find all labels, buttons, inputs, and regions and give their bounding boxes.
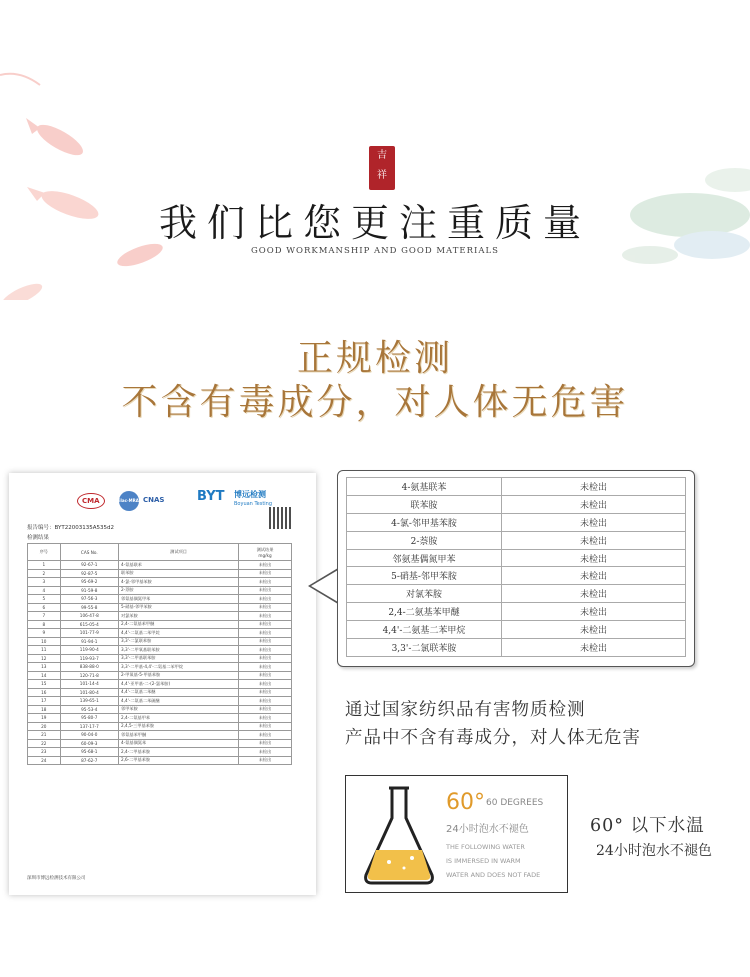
table-cell: 101-80-4 xyxy=(60,688,118,697)
table-cell: 21 xyxy=(28,731,61,740)
table-row xyxy=(28,671,292,680)
table-cell: 联苯胺 xyxy=(119,569,239,578)
table-cell: 16 xyxy=(28,688,61,697)
table-cell: 未检出 xyxy=(239,646,292,655)
table-row xyxy=(28,586,292,595)
page-subtitle: GOOD WORKMANSHIP AND GOOD MATERIALS xyxy=(251,246,499,256)
zoom-cell: 2,4-二氨基苯甲醚 xyxy=(347,603,502,621)
zoom-cell: 5-硝基-邻甲苯胺 xyxy=(347,567,502,585)
zoom-row xyxy=(347,639,686,657)
zoom-cell: 联苯胺 xyxy=(347,495,502,513)
report-table-header xyxy=(28,544,292,561)
table-cell: 3,3'-二甲基-4,4'-二氨基二苯甲烷 xyxy=(119,663,239,672)
table-cell: 22 xyxy=(28,739,61,748)
zoom-cell: 未检出 xyxy=(502,531,686,549)
zoom-cell: 未检出 xyxy=(502,585,686,603)
table-cell: 邻氨基苯甲醚 xyxy=(119,731,239,740)
table-cell: 未检出 xyxy=(239,705,292,714)
page-title: 我们比您更注重质量 xyxy=(158,201,591,245)
table-cell: 未检出 xyxy=(239,680,292,689)
table-cell: 11 xyxy=(28,646,61,655)
zoom-row xyxy=(347,549,686,567)
table-cell: 未检出 xyxy=(239,578,292,587)
table-cell: 12 xyxy=(28,654,61,663)
table-cell: 6 xyxy=(28,603,61,612)
table-cell: 未检出 xyxy=(239,688,292,697)
zoom-cell: 未检出 xyxy=(502,478,686,496)
table-cell: 60-09-3 xyxy=(60,739,118,748)
note-line-1: 通过国家纺织品有害物质检测 xyxy=(345,700,586,720)
zoom-row xyxy=(347,531,686,549)
zoom-row xyxy=(347,513,686,531)
table-row xyxy=(28,731,292,740)
zoom-cell: 4-氨基联苯 xyxy=(347,478,502,496)
table-cell: 24 xyxy=(28,756,61,765)
zoom-cell: 未检出 xyxy=(502,495,686,513)
table-row xyxy=(28,646,292,655)
qr-code-icon xyxy=(269,507,291,529)
zoom-row xyxy=(347,603,686,621)
table-cell: 2-甲氧基-5-甲基苯胺 xyxy=(119,671,239,680)
table-cell: 13 xyxy=(28,663,61,672)
table-cell: 未检出 xyxy=(239,671,292,680)
table-row xyxy=(28,748,292,757)
table-cell: 95-69-2 xyxy=(60,578,118,587)
table-cell: 未检出 xyxy=(239,748,292,757)
table-cell: 838-88-0 xyxy=(60,663,118,672)
headline-line2: 不含有毒成分，对人体无危害 xyxy=(121,382,629,423)
table-cell: 615-05-4 xyxy=(60,620,118,629)
table-cell: 2 xyxy=(28,569,61,578)
table-cell: 2,6-二甲基苯胺 xyxy=(119,756,239,765)
zoom-cell: 未检出 xyxy=(502,603,686,621)
table-row xyxy=(28,595,292,604)
temperature-degrees-en: 60 DEGREES xyxy=(486,798,544,808)
table-cell: 18 xyxy=(28,705,61,714)
brand-logo: BYT xyxy=(197,489,225,504)
table-row xyxy=(28,654,292,663)
table-cell: 1 xyxy=(28,561,61,570)
table-row xyxy=(28,756,292,765)
table-cell: 101-14-4 xyxy=(60,680,118,689)
table-cell: 7 xyxy=(28,612,61,621)
zoom-cell: 4-氯-邻甲基苯胺 xyxy=(347,513,502,531)
seal-char-1: 吉 xyxy=(377,150,387,161)
table-cell: 3,3'-二氯联苯胺 xyxy=(119,637,239,646)
report-section-title: 检测结果 xyxy=(27,535,50,541)
zoom-callout xyxy=(337,470,695,667)
table-row xyxy=(28,714,292,723)
table-row xyxy=(28,688,292,697)
table-cell: 5-硝基-邻甲苯胺 xyxy=(119,603,239,612)
temperature-caption-en-3: WATER AND DOES NOT FADE xyxy=(446,871,541,879)
table-cell: 2,4-二甲基苯胺 xyxy=(119,748,239,757)
table-cell: 97-56-3 xyxy=(60,595,118,604)
table-cell: 未检出 xyxy=(239,663,292,672)
brand-name-cn: 博远检测 xyxy=(234,490,266,499)
callout-pointer-fill xyxy=(311,570,338,602)
table-cell: 23 xyxy=(28,748,61,757)
table-cell: 92-67-1 xyxy=(60,561,118,570)
zoom-row xyxy=(347,585,686,603)
temperature-caption-en-2: IS IMMERSED IN WARM xyxy=(446,857,521,865)
table-cell: 未检出 xyxy=(239,756,292,765)
table-cell: 未检出 xyxy=(239,595,292,604)
zoom-cell: 邻氨基偶氮甲苯 xyxy=(347,549,502,567)
table-cell: 4,4'-亚甲基-二-(2-氯苯胺) xyxy=(119,680,239,689)
table-cell: 2,4-二氨基甲苯 xyxy=(119,714,239,723)
table-cell: 未检出 xyxy=(239,731,292,740)
zoom-cell: 3,3'-二氯联苯胺 xyxy=(347,639,502,657)
table-row xyxy=(28,697,292,706)
table-row xyxy=(28,561,292,570)
table-cell: 对氯苯胺 xyxy=(119,612,239,621)
table-cell: 87-62-7 xyxy=(60,756,118,765)
table-cell: 3,3'-二甲基联苯胺 xyxy=(119,654,239,663)
table-cell: 14 xyxy=(28,671,61,680)
table-row xyxy=(28,722,292,731)
zoom-row xyxy=(347,567,686,585)
table-row xyxy=(28,663,292,672)
table-cell: 90-04-0 xyxy=(60,731,118,740)
zoom-cell: 4,4'-二氨基二苯甲烷 xyxy=(347,621,502,639)
header-banner xyxy=(0,0,750,300)
table-cell: 2-萘胺 xyxy=(119,586,239,595)
temperature-caption-cn: 24小时泡水不褪色 xyxy=(446,824,529,835)
zoom-cell: 未检出 xyxy=(502,549,686,567)
table-cell: 4 xyxy=(28,586,61,595)
table-cell: 未检出 xyxy=(239,637,292,646)
zoom-cell: 未检出 xyxy=(502,567,686,585)
table-row xyxy=(28,603,292,612)
table-cell: 139-65-1 xyxy=(60,697,118,706)
table-row xyxy=(28,612,292,621)
table-row xyxy=(28,637,292,646)
zoom-row xyxy=(347,621,686,639)
table-cell: 未检出 xyxy=(239,714,292,723)
zoom-row xyxy=(347,495,686,513)
table-cell: 92-87-5 xyxy=(60,569,118,578)
table-row xyxy=(28,739,292,748)
zoom-row xyxy=(347,478,686,496)
table-cell: 20 xyxy=(28,722,61,731)
table-cell: 120-71-8 xyxy=(60,671,118,680)
table-cell: 10 xyxy=(28,637,61,646)
report-table xyxy=(27,543,292,765)
cma-logo: CMA xyxy=(77,493,105,509)
table-cell: 15 xyxy=(28,680,61,689)
table-cell: 3,3'-二甲氧基联苯胺 xyxy=(119,646,239,655)
ilac-logo: ilac-MRA xyxy=(119,491,139,511)
table-row xyxy=(28,629,292,638)
table-cell: 邻氨基偶氮甲苯 xyxy=(119,595,239,604)
zoom-cell: 对氯苯胺 xyxy=(347,585,502,603)
table-cell: 106-47-8 xyxy=(60,612,118,621)
table-cell: 119-90-4 xyxy=(60,646,118,655)
table-cell: 2,4,5-三甲基苯胺 xyxy=(119,722,239,731)
test-report-document xyxy=(9,473,316,895)
table-cell: 未检出 xyxy=(239,620,292,629)
table-cell: 未检出 xyxy=(239,603,292,612)
table-cell: 4,4'-二氨基二苯醚 xyxy=(119,688,239,697)
table-cell: 95-68-1 xyxy=(60,748,118,757)
table-cell: 17 xyxy=(28,697,61,706)
flask-icon xyxy=(354,780,444,890)
temperature-side-line1: 60° 以下水温 xyxy=(590,816,705,836)
temperature-caption-en-1: THE FOLLOWING WATER xyxy=(446,843,525,851)
table-cell: 未检出 xyxy=(239,561,292,570)
report-number: 报告编号：BYT22003135A535d2 xyxy=(27,525,114,531)
table-cell: 未检出 xyxy=(239,586,292,595)
table-cell: 19 xyxy=(28,714,61,723)
report-logos xyxy=(19,487,309,517)
table-cell: 4,4'-二氨基二苯甲烷 xyxy=(119,629,239,638)
table-cell: 119-93-7 xyxy=(60,654,118,663)
table-cell: 101-77-9 xyxy=(60,629,118,638)
brand-name-en: Boyuan Testing xyxy=(234,501,273,507)
table-row xyxy=(28,620,292,629)
table-cell: 8 xyxy=(28,620,61,629)
table-cell: 未检出 xyxy=(239,654,292,663)
table-cell: 99-55-8 xyxy=(60,603,118,612)
table-cell: 9 xyxy=(28,629,61,638)
zoom-cell: 2-萘胺 xyxy=(347,531,502,549)
cnas-logo: CNAS xyxy=(143,496,165,504)
table-cell: 95-53-4 xyxy=(60,705,118,714)
table-cell: 91-59-8 xyxy=(60,586,118,595)
zoom-cell: 未检出 xyxy=(502,621,686,639)
note-line-2: 产品中不含有毒成分，对人体无危害 xyxy=(345,728,641,748)
zoom-cell: 未检出 xyxy=(502,513,686,531)
table-cell: 未检出 xyxy=(239,739,292,748)
table-cell: 91-94-1 xyxy=(60,637,118,646)
table-cell: 5 xyxy=(28,595,61,604)
table-cell: 4-氨基联苯 xyxy=(119,561,239,570)
temperature-side-line2: 24小时泡水不褪色 xyxy=(596,843,712,859)
table-cell: 未检出 xyxy=(239,722,292,731)
table-cell: 4-氨基偶氮苯 xyxy=(119,739,239,748)
table-cell: 未检出 xyxy=(239,697,292,706)
table-row xyxy=(28,705,292,714)
table-cell: 未检出 xyxy=(239,612,292,621)
table-cell: 4-氯-邻甲基苯胺 xyxy=(119,578,239,587)
headline-line1: 正规检测 xyxy=(296,338,453,379)
col-header: CAS No. xyxy=(60,544,118,561)
table-cell: 未检出 xyxy=(239,569,292,578)
table-cell: 2,4-二氨基苯甲醚 xyxy=(119,620,239,629)
table-row xyxy=(28,680,292,689)
temperature-box xyxy=(345,775,568,893)
seal-char-2: 祥 xyxy=(377,170,387,181)
col-header: 测试项目 xyxy=(119,544,239,561)
table-row xyxy=(28,578,292,587)
table-cell: 137-17-7 xyxy=(60,722,118,731)
zoom-cell: 未检出 xyxy=(502,639,686,657)
table-cell: 未检出 xyxy=(239,629,292,638)
table-cell: 邻甲苯胺 xyxy=(119,705,239,714)
seal-stamp xyxy=(369,146,395,190)
table-cell: 95-80-7 xyxy=(60,714,118,723)
report-footer: 深圳市博远检测技术有限公司 xyxy=(27,876,86,881)
table-cell: 4,4'-二氨基二苯硫醚 xyxy=(119,697,239,706)
table-row xyxy=(28,569,292,578)
col-header: 序号 xyxy=(28,544,61,561)
temperature-value: 60° xyxy=(446,790,485,815)
col-header: 测试结果 mg/kg xyxy=(239,544,292,561)
zoom-table xyxy=(346,477,686,657)
table-cell: 3 xyxy=(28,578,61,587)
